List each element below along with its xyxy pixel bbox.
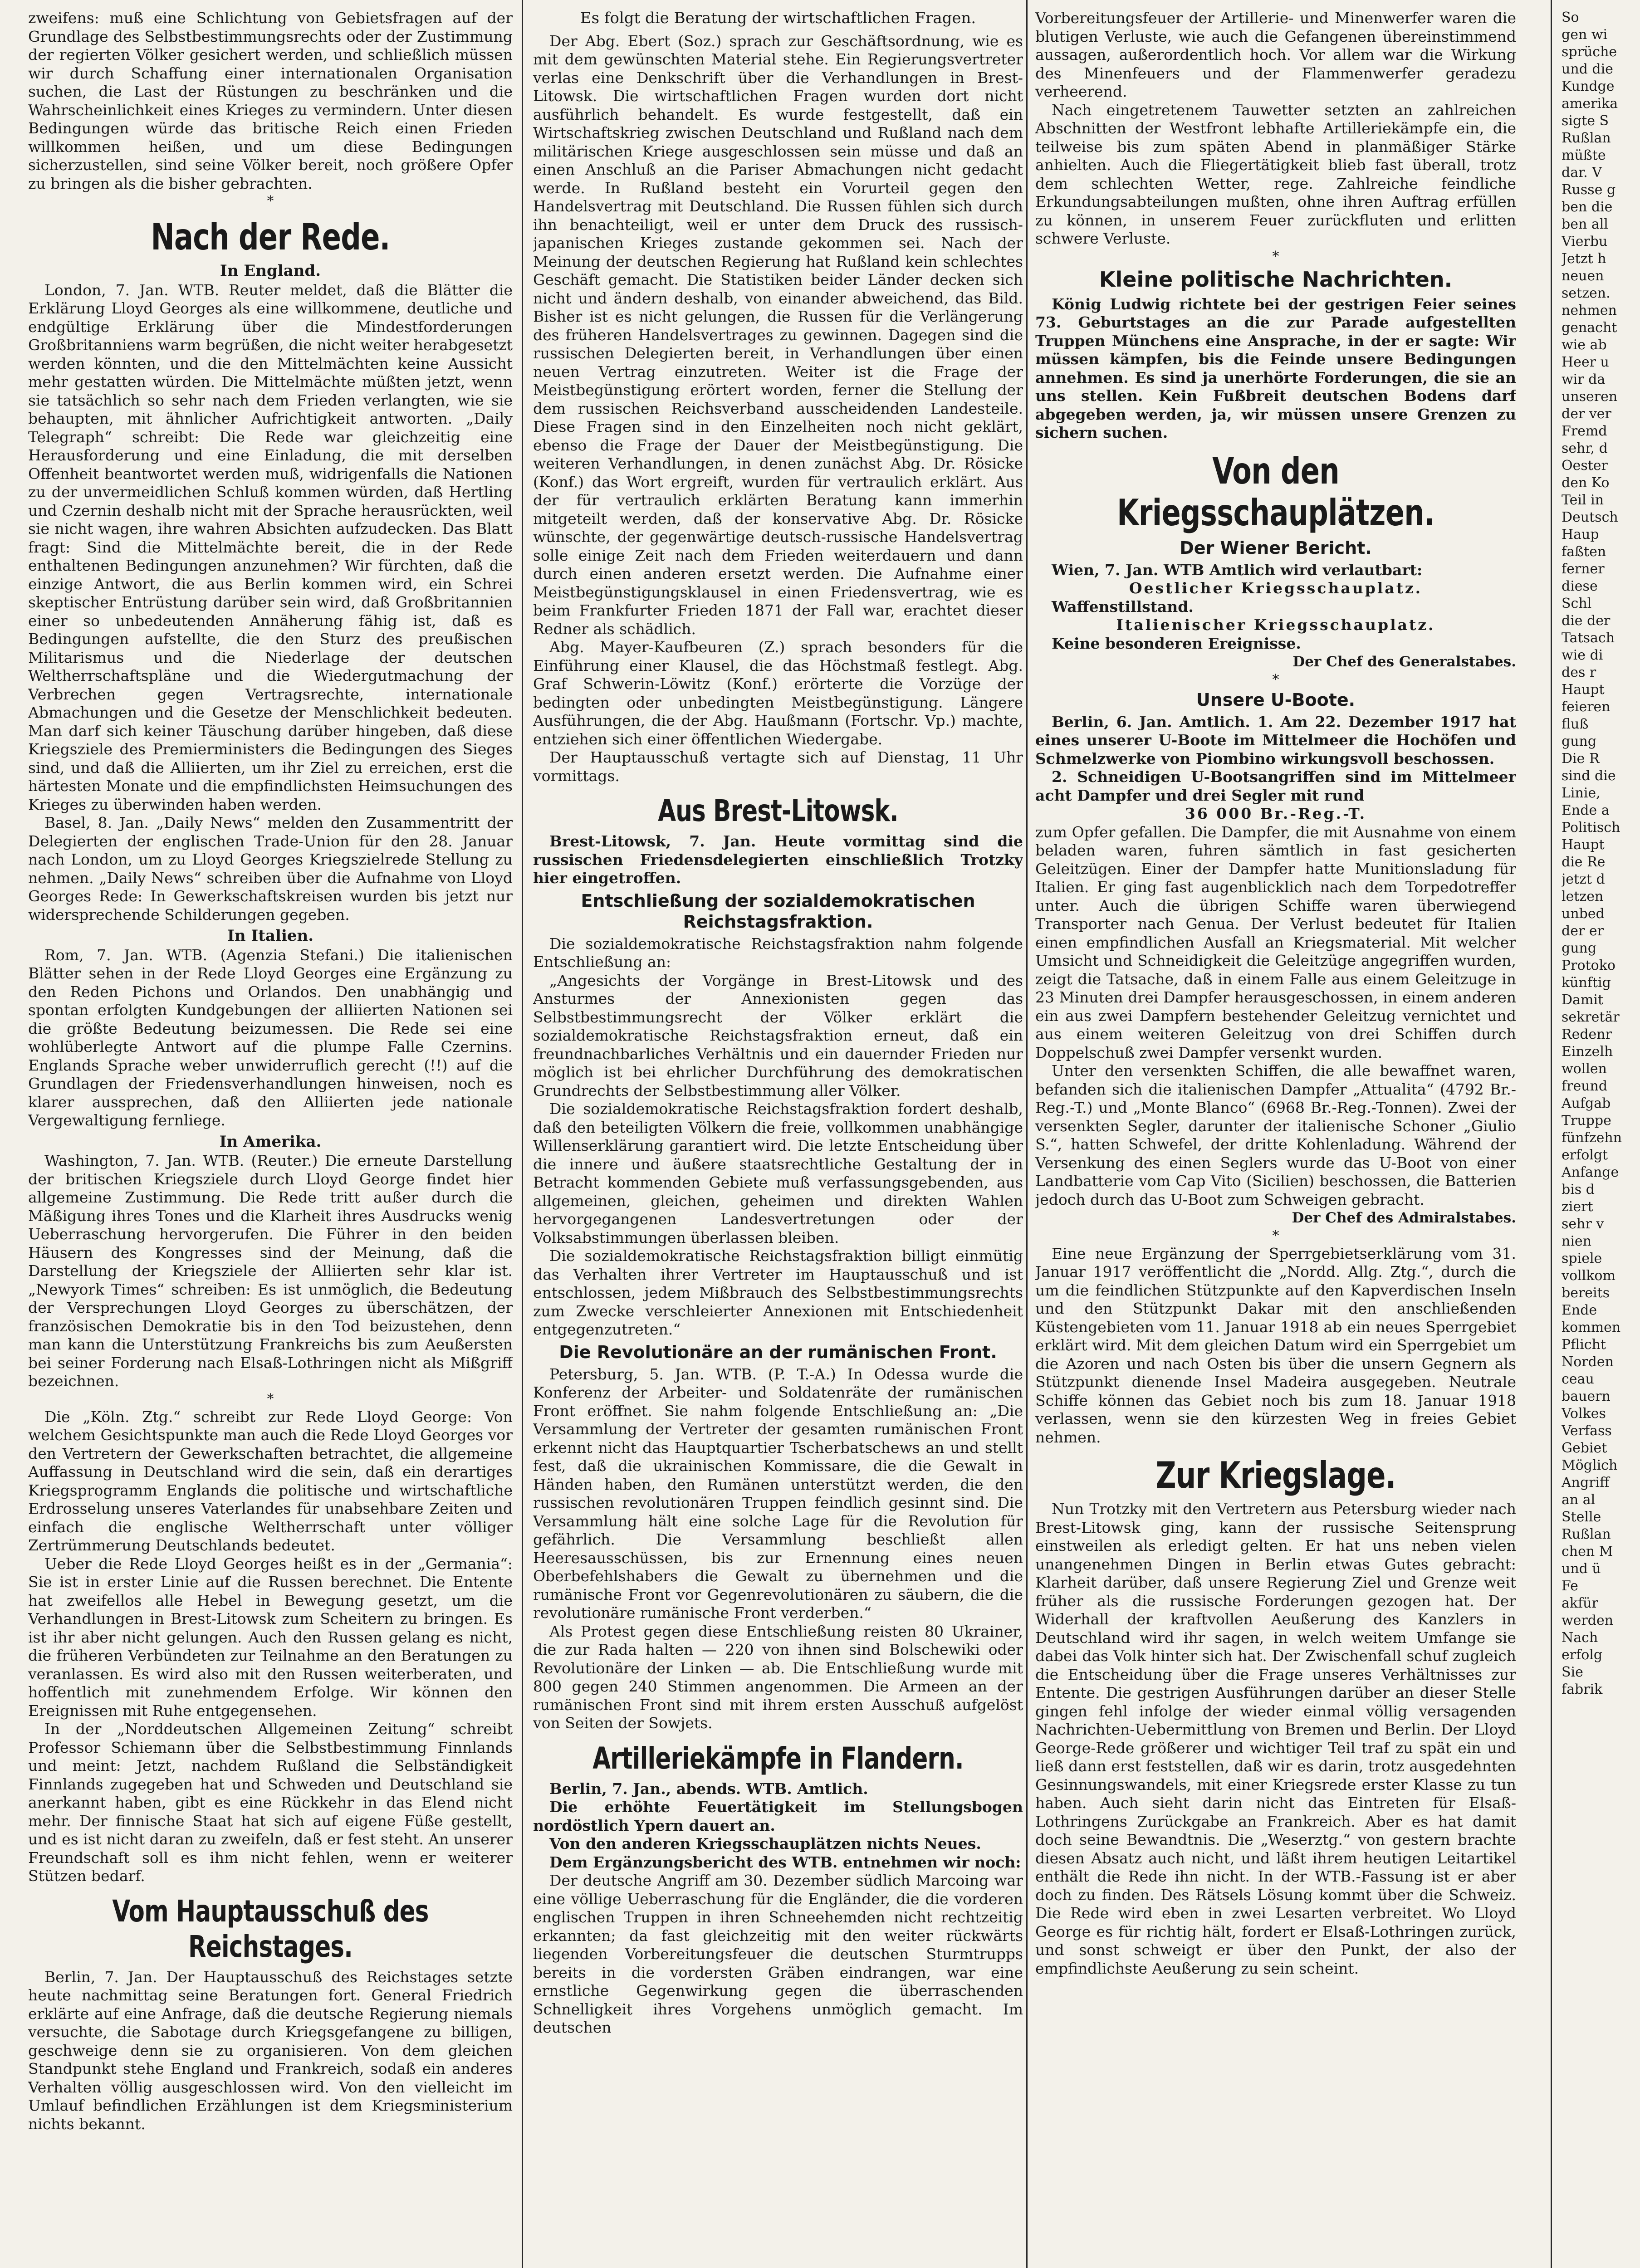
column-4-line: chen M bbox=[1562, 1544, 1613, 1559]
subheadline-wiener-bericht: Der Wiener Bericht. bbox=[1180, 538, 1372, 558]
subheadline-entschliessung: Entschließung der sozialdemokratischen Reichstagsfraktion. bbox=[581, 890, 975, 932]
column-2 bbox=[533, 9, 1023, 2268]
column-4-line: Gebiet bbox=[1562, 1440, 1607, 1456]
column-4-line: den Ko bbox=[1562, 475, 1610, 491]
column-4-line: ben die bbox=[1562, 199, 1613, 215]
article-paragraph: Oestlicher Kriegsschauplatz. bbox=[1129, 579, 1423, 597]
article-paragraph: Die sozialdemokratische Reichstagsfraktion nahm folgende Entschließung an: bbox=[533, 934, 1023, 971]
column-4-line: ziert bbox=[1562, 1199, 1593, 1215]
article-paragraph: Die sozialdemokratische Reichstagsfraktion billigt einmütig das Verhalten ihrer Vertreter im Hauptausschuß und ist entschlossen, jedem Mißbrauch des Selbstbestimmungsrechts zum Zwecke verschleierter Annexionen mit Entschiedenheit entgegenzutreten.“ bbox=[533, 1247, 1023, 1338]
headline-kleine-nachrichten: Kleine politische Nachrichten. bbox=[1099, 267, 1453, 292]
column-4-line: der ver bbox=[1562, 406, 1611, 422]
column-4-line: Rußlan bbox=[1562, 130, 1611, 146]
separator-star: * bbox=[267, 1391, 274, 1407]
article-paragraph: Rom, 7. Jan. WTB. (Agenzia Stefani.) Die italienischen Blätter sehen in der Rede Lloyd Georges eine Ergänzung zu den Reden Pichons und Orlandos. Den unabhängig und spontan erfolgten Kundgebungen der alliierten Nationen sei die größte Bedeutung beizumessen. Die Rede sei eine wohlüberlegte Antwort auf die plumpe Falle Czernins. Englands Sprache weber unwiderruflich gerecht (!!) auf die Grundlagen der Friedensverhandlungen hinweisen, noch es klarer aussprechen, daß den Alliierten jede nationale Vergewaltigung fernliege. bbox=[28, 946, 513, 1129]
column-4-line: Politisch bbox=[1562, 820, 1620, 836]
column-4-line: ben all bbox=[1562, 216, 1608, 232]
article-paragraph: zweifens: muß eine Schlichtung von Gebietsfragen auf der Grundlage des Selbstbestimmungsrechts oder der Zustimmung der regierten Völker gesichert werden, und schließlich müssen wir durch Schaffung einer internationalen Organisation suchen, die Last der Rüstungen zu beschränken und die Wahrscheinlichkeit eines Krieges zu vermindern. Unter diesen Bedingungen würde das britische Reich einen Frieden willkommen heißen, und um diese Bedingungen sicherzustellen, sind seine Völker bereit, noch größere Opfer zu bringen als die bisher gebrachten. bbox=[28, 9, 513, 192]
column-4-line: erfolgt bbox=[1562, 1147, 1608, 1163]
column-4-line: bauern bbox=[1562, 1388, 1611, 1404]
column-4-line: Anfange bbox=[1562, 1164, 1619, 1180]
column-4-line: Tatsach bbox=[1562, 630, 1615, 646]
column-4-line: Redenr bbox=[1562, 1026, 1612, 1042]
column-4-line: fabrik bbox=[1562, 1681, 1603, 1697]
column-4-line: wir da bbox=[1562, 371, 1606, 387]
column-rule bbox=[1551, 0, 1552, 2268]
column-4-line: Ende bbox=[1562, 1302, 1597, 1318]
column-4-line: Sie bbox=[1562, 1664, 1583, 1680]
column-4-line: die Re bbox=[1562, 854, 1606, 870]
column-4-cropped bbox=[1562, 9, 1640, 2268]
separator-star: * bbox=[1272, 1227, 1279, 1244]
column-4-line: setzen. bbox=[1562, 285, 1611, 301]
column-4-line: sehr v bbox=[1562, 1216, 1604, 1232]
column-4-line: Stelle bbox=[1562, 1509, 1601, 1525]
article-paragraph: „Angesichts der Vorgänge in Brest-Litowsk und des Ansturmes der Annexionisten gegen das Selbstbestimmungsrecht der Völker erklärt die sozialdemokratische Reichstagsfraktion erneut, daß ein freundnachbarliches Verhältnis und ein dauernder Frieden nur möglich ist bei ehrlicher Durchführung des demokratischen Grundrechts der Selbstbestimmung aller Völker. bbox=[533, 971, 1023, 1100]
column-4-line: Protoko bbox=[1562, 958, 1616, 973]
column-4-line: Russe g bbox=[1562, 182, 1616, 198]
column-4-line: wie di bbox=[1562, 647, 1603, 663]
subheadline-revolutionaere: Die Revolutionäre an der rumänischen Front. bbox=[559, 1342, 997, 1362]
column-4-line: Norden bbox=[1562, 1354, 1614, 1370]
column-4-line: fluß bbox=[1562, 716, 1589, 732]
column-4-line: gung bbox=[1562, 733, 1597, 749]
article-paragraph: Berlin, 7. Jan., abends. WTB. Amtlich. bbox=[549, 1779, 868, 1798]
separator-star: * bbox=[1272, 248, 1279, 264]
column-4-line: freund bbox=[1562, 1078, 1608, 1094]
article-paragraph: Als Protest gegen diese Entschließung reisten 80 Ukrainer, die zur Rada halten — 220 von ihnen sind Bolschewiki oder Revolutionäre der Linken — ab. Die Entschließung wurde mit 800 gegen 240 Stimmen angenommen. Die Armeen an der rumänischen Front sind mit ihrem ersten Ausschuß aufgelöst von Seiten der Sowjets. bbox=[533, 1622, 1023, 1732]
section-place: In England. bbox=[220, 262, 321, 280]
article-paragraph: Nun Trotzky mit den Vertretern aus Petersburg wieder nach Brest-Litowsk ging, kann der russische Seitensprung einstweilen als erledigt gelten. Er hat uns neben vielen unangenehmen Dingen in Berlin etwas Gutes gebracht: Klarheit darüber, daß unsere Regierung Ziel und Grenze weit früher als die russische Forderungen gezogen hat. Der Widerhall der kraftvollen Aeußerung des Kanzlers in Deutschland wird ihr sagen, in welch weitem Umfange sie dabei das Volk hinter sich hat. Der Zwischenfall schuf zugleich die Entscheidung über die Frage unseres Verhältnisses zur Entente. Die gestrigen Ausführungen darüber an dieser Stelle gingen fehl infolge der wieder einmal völlig versagenden Nachrichten-Uebermittlung von Bremen und Berlin. Der Lloyd George-Rede größerer und wichtiger Teil traf zu spät ein und ließ dann erst feststellen, daß wir es darin, trotz ausgedehnten Gesinnungswandels, mit einer Kriegsrede erster Klasse zu tun haben. Auch sieht darin nicht das Eintreten für Elsaß-Lothringens Zurückgabe an Frankreich. Aber es hat damit doch seine Bewandtnis. Die „Weserztg.“ von gestern brachte diesen Absatz auch nicht, und läßt ihrem heutigen Leitartikel enthält die Rede ihn nicht. In der WTB.-Fassung ist er aber doch zu finden. Des Rätsels Lösung kommt über die Schweiz. Die Rede wird eben in zwei Lesarten verbreitet. Wo Lloyd George es für richtig hält, fordert er Elsaß-Lothringen zurück, und sonst schweigt er über den Punkt, der also der empfindlichste Aeußerung zu sein scheint. bbox=[1035, 1500, 1516, 1977]
column-4-line: akfür bbox=[1562, 1595, 1598, 1611]
headline-brest-litowsk: Aus Brest-Litowsk. bbox=[658, 793, 898, 828]
column-rule bbox=[1026, 0, 1028, 2268]
column-4-line: des r bbox=[1562, 665, 1596, 680]
article-paragraph: London, 7. Jan. WTB. Reuter meldet, daß die Blätter die Erklärung Lloyd Georges als eine willkommene, deutliche und endgültige Erklärung über die Mindestforderungen Großbritanniens warm begrüßen, die nicht weiter herabgesetzt werden könnten, und die den Mittelmächten keine Aussicht mehr gestatten würden. Die Mittelmächte müßten jetzt, wenn sie tatsächlich so sehr nach dem Frieden verlangten, wie sie behaupten, mit ähnlicher Aufrichtigkeit antworten. „Daily Telegraph“ schreibt: Die Rede war gleichzeitig eine Herausforderung und eine Einladung, die mit derselben Offenheit beantwortet werden muß, widrigenfalls die Nationen zu der unvermeidlichen Schluß kommen würden, daß Hertling und Czernin deshalb nicht mit der Sprache herausrückten, weil sie nicht wagen, ihre wahren Absichten aufzudecken. Das Blatt fragt: Sind die Mittelmächte bereit, die in der Rede enthaltenen Bedingungen anzunehmen? Wir fürchten, daß die einzige Antwort, die aus Berlin kommen wird, ein Schrei skeptischer Entrüstung darüber sein wird, daß Großbritannien einer so unbedeutenden Annäherung fähig ist, daß es Bedingungen aufstellte, die den Sturz des preußischen Militarismus und die Niederlage der deutschen Weltherrschaftspläne und die Wiedergutmachung der Verbrechen gegen Vertragsrechte, internationale Abmachungen und die Gesetze der Menschlichkeit bedeuten. Man darf sich keiner Täuschung darüber hingeben, daß diese Kriegsziele des Premierministers die Bedingungen des Sieges sind, und daß die Alliierten, um ihr Ziel zu erreichen, erst die härtesten Monate und die empfindlichsten Heimsuchungen des Krieges zu überwinden haben werden. bbox=[28, 281, 513, 813]
column-4-line: amerika bbox=[1562, 96, 1618, 112]
headline-kriegsschauplaetze: Von den Kriegsschauplätzen. bbox=[1117, 450, 1434, 534]
signature-generalstab: Der Chef des Generalstabes. bbox=[1292, 654, 1516, 670]
headline-hauptausschuss: Vom Hauptausschuß des Reichstages. bbox=[112, 1893, 429, 1964]
article-paragraph: Wien, 7. Jan. WTB Amtlich wird verlautbart: bbox=[1052, 561, 1423, 579]
column-3 bbox=[1035, 9, 1516, 2268]
article-paragraph: Unter den versenkten Schiffen, die alle bewaffnet waren, befanden sich die italienischen Dampfer „Attualita“ (4792 Br.-Reg.-T.) und „Monte Blanco“ (6968 Br.-Reg.-Tonnen). Zwei der versenkten Segler, darunter der italienische Schoner „Giulio S.“, hatten Schwefel, der dritte Kohlenladung. Während der Versenkung des einen Seglers wurde das U-Boot von einer Landbatterie vom Cap Vito (Sicilien) beschossen, die Batterien jedoch durch das U-Boot zum Schweigen gebracht. bbox=[1035, 1062, 1516, 1208]
column-4-line: Angriff bbox=[1562, 1475, 1610, 1491]
article-paragraph: Die „Köln. Ztg.“ schreibt zur Rede Lloyd George: Von welchem Gesichtspunkte man auch die Rede Lloyd Georges vor den Vertretern der Gewerkschaften betrachtet, die allgemeine Auffassung in Deutschland wird die sein, daß ein derartiges Kriegsprogramm Englands die politische und wirtschaftliche Erdrosselung unseres Vaterlandes für unabsehbare Zeiten und einfach die englische Weltherrschaft unter völliger Zertrümmerung Deutschlands bedeutet. bbox=[28, 1408, 513, 1554]
column-4-line: feieren bbox=[1562, 699, 1611, 715]
column-4-line: Haupt bbox=[1562, 837, 1605, 853]
article-paragraph: Berlin, 7. Jan. Der Hauptausschuß des Reichstages setzte heute nachmittag seine Beratungen fort. General Friedrich erklärte auf eine Anfrage, daß die deutsche Regierung niemals versuchte, die Sabotage durch Kriegsgefangene zu billigen, geschweige denn sie zu organisieren. Von dem gleichen Standpunkt stehe England und Frankreich, sodaß ein anderes Verhalten völlig ausgeschlossen wird. Von den vielleicht im Umlauf befindlichen Erzählungen ist dem Kriegsministerium nichts bekannt. bbox=[28, 1968, 513, 2133]
article-paragraph: Berlin, 6. Jan. Amtlich. 1. Am 22. Dezember 1917 hat eines unserer U-Boote im Mittelmeer die Hochöfen und Schmelzwerke von Piombino wirkungsvoll beschossen. bbox=[1035, 713, 1516, 767]
column-4-line: und ü bbox=[1562, 1561, 1601, 1577]
column-4-line: Vierbu bbox=[1562, 234, 1608, 249]
column-4-line: Teil in bbox=[1562, 492, 1604, 508]
column-4-line: und die bbox=[1562, 61, 1613, 77]
article-paragraph: Vorbereitungsfeuer der Artillerie- und Minenwerfer waren die blutigen Verluste, wie auch die Gefangenen übereinstimmend aussagen, außerordentlich hoch. Vor allem war die Wirkung des Minenfeuers und der Flammenwerfer geradezu verheerend. bbox=[1035, 9, 1516, 100]
column-4-line: Verfass bbox=[1562, 1423, 1612, 1439]
column-rule bbox=[522, 0, 523, 2268]
article-paragraph: Ueber die Rede Lloyd Georges heißt es in der „Germania“: Sie ist in erster Linie auf die Russen berechnet. Die Entente hat zweifellos alle Hebel in Bewegung gesetzt, um die Verhandlungen in Brest-Litowsk zum Scheitern zu bringen. Es ist ihr aber nicht gelungen. Auch den Russen gelang es nicht, die früheren Verbündeten zur Teilnahme an den Beratungen zu veranlassen. Es wird also mit den Russen weiterberaten, und hoffentlich mit zunehmendem Erfolge. Wir können den Ereignissen mit Ruhe entgegensehen. bbox=[28, 1554, 513, 1720]
column-4-line: erfolg bbox=[1562, 1647, 1603, 1663]
column-4-line: Linie, bbox=[1562, 785, 1601, 801]
headline-zur-kriegslage: Zur Kriegslage. bbox=[1155, 1454, 1396, 1496]
column-4-line: an al bbox=[1562, 1492, 1596, 1508]
column-4-line: Fe bbox=[1562, 1578, 1578, 1594]
column-4-line: Aufgab bbox=[1562, 1095, 1611, 1111]
column-4-line: Heer u bbox=[1562, 354, 1609, 370]
column-4-line: nehmen bbox=[1562, 303, 1617, 318]
column-4-line: Jetzt h bbox=[1562, 251, 1606, 267]
column-4-line: künftig bbox=[1562, 975, 1611, 991]
column-4-line: Schl bbox=[1562, 596, 1592, 611]
column-4-line: neuen bbox=[1562, 268, 1604, 284]
separator-star: * bbox=[267, 193, 274, 209]
article-paragraph: Eine neue Ergänzung der Sperrgebietserklärung vom 31. Januar 1917 veröffentlicht die „Nordd. Allg. Ztg.“, durch die um die feindlichen Stützpunkte auf den Kapverdischen Inseln und den Stützpunkt Dakar mit den anschließenden Küstengebieten vom 11. Januar 1918 ab ein neues Sperrgebiet erklärt wird. Mit dem gleichen Datum wird ein Sperrgebiet um die Azoren und nach Osten bis über die unsern Gegnern als Stützpunkt dienende Insel Madeira ausgegeben. Neutrale Schiffe können das Gebiet noch bis zum 18. Januar 1918 verlassen, wenn sie den kürzesten Weg in freies Gebiet nehmen. bbox=[1035, 1244, 1516, 1446]
article-paragraph: 36 000 Br.-Reg.-T. bbox=[1185, 805, 1367, 822]
column-4-line: Haup bbox=[1562, 527, 1599, 543]
column-4-line: jetzt d bbox=[1562, 871, 1605, 887]
column-4-line: sekretär bbox=[1562, 1009, 1620, 1025]
article-paragraph: Petersburg, 5. Jan. WTB. (P. T.-A.) In Odessa wurde die Konferenz der Arbeiter- und Soldatenräte der rumänischen Front eröffnet. Sie nahm folgende Entschließung an: „Die Versammlung der Vertreter der gesamten rumänischen Front erkennt nicht das Hauptquartier Tscherbatschews an und stellt fest, daß die ukrainischen Kommissare, die die Gewalt in Händen haben, den Rumänen unterstützt werden, die den russischen revolutionären Truppen feindlich gesinnt sind. Die Versammlung hält eine solche Lage für die Revolution für gefährlich. Die Versammlung beschließt allen Heeresausschüssen, bis zur Ernennung eines neuen Oberbefehlshabers die Gewalt zu übernehmen und die rumänische Front vor Gegenrevolutionären zu säubern, die die revolutionäre rumänische Front verderben.“ bbox=[533, 1365, 1023, 1622]
column-1 bbox=[28, 9, 513, 2268]
article-paragraph: Der Abg. Ebert (Soz.) sprach zur Geschäftsordnung, wie es mit dem gewünschten Material stehe. Ein Regierungsvertreter verlas eine Denkschrift über die Verhandlungen in Brest-Litowsk. Die wirtschaftlichen Fragen wurden dort nicht ausführlich behandelt. Es wurde festgestellt, daß ein Wirtschaftskrieg zwischen Deutschland und Rußland nach dem militärischen Kriege ausgeschlossen sein müsse und daß an einen Anschluß an die Pariser Abmachungen nicht gedacht werde. In Rußland besteht ein Vorurteil gegen den Handelsvertrag mit Deutschland. Die Russen fühlen sich durch ihn benachteiligt, weil er unter dem Druck des russisch-japanischen Krieges zustande gekommen sei. Nach der Meinung der deutschen Regierung hat Rußland kein schlechtes Geschäft gemacht. Die Statistiken beider Länder decken sich nicht und ändern deshalb, von einander abweichend, das Bild. Bisher ist es nicht gelungen, die Russen für die Verlängerung des früheren Handelsvertrages zu gewinnen. Dagegen sind die russischen Delegierten bereit, in Verhandlungen über einen neuen Vertrag einzutreten. Weiter ist die Frage der Meistbegünstigung erörtert worden, ferner die Stellung der dem russischen Reichsverband ausscheidenden Landesteile. Diese Fragen sind in den Einzelheiten noch nicht geklärt, ebenso die Frage der Dauer der Meistbegünstigung. Die weiteren Verhandlungen, in denen zunächst Abg. Dr. Rösicke (Konf.) das Wort ergreift, wurden für vertraulich erklärt. Aus der für vertraulich erklärten Beratung kann immerhin mitgeteilt werden, daß der konservative Abg. Dr. Rösicke wünschte, der gegenwärtige deutsch-russische Handelsvertrag solle einige Zeit nach dem Frieden weiterdauern und dann durch einen anderen ersetzt werden. Die Aufnahme einer Meistbegünstigungsklausel in einen Friedensvertrag, wie es beim Frankfurter Frieden 1871 der Fall war, erachtet dieser Redner als schädlich. bbox=[533, 32, 1023, 638]
article-paragraph: Von den anderen Kriegsschauplätzen nichts Neues. bbox=[549, 1835, 981, 1853]
column-4-line: ferner bbox=[1562, 561, 1605, 577]
column-4-line: diese bbox=[1562, 578, 1598, 594]
column-4-line: Volkes bbox=[1562, 1406, 1606, 1422]
column-4-line: dar. V bbox=[1562, 165, 1602, 181]
article-paragraph: Washington, 7. Jan. WTB. (Reuter.) Die erneute Darstellung der britischen Kriegsziele durch Lloyd George findet hier allgemeine Zustimmung. Die Rede tritt außer durch die Mäßigung ihres Tones und die Klarheit ihres Ausdrucks wenig Ueberraschung hervorgerufen. Die Führer in den beiden Häusern des Kongresses sind der Meinung, daß die Darstellung der Kriegsziele der Alliierten sehr klar ist. „Newyork Times“ schreiben: Es ist unmöglich, die Bedeutung der Versprechungen Lloyd Georges zu überschätzen, der französischen Demokratie bis in den Tod beizustehen, denn man kann die Unterstützung Frankreichs bis zum Aeußersten bei seiner Forderung nach Elsaß-Lothringen nicht als Mißgriff bezeichnen. bbox=[28, 1152, 513, 1390]
article-paragraph: Waffenstillstand. bbox=[1052, 597, 1194, 616]
column-4-line: Die R bbox=[1562, 751, 1600, 767]
article-paragraph: Dem Ergänzungsbericht des WTB. entnehmen wir noch: bbox=[549, 1853, 1021, 1871]
column-4-line: gen wi bbox=[1562, 27, 1608, 43]
column-4-line: gung bbox=[1562, 940, 1597, 956]
article-paragraph: König Ludwig richtete bei der gestrigen Feier seines 73. Geburtstages an die zur Parade aufgestellten Truppen Münchens eine Ansprache, in der er sagte: Wir müssen kämpfen, bis die Feinde unsere Bedingungen annehmen. Es sind ja unerhörte Forderungen, die sie an uns stellen. Kein Fußbreit deutschen Bodens darf abgegeben werden, ja, wir müssen unsere Grenzen zu sichern suchen. bbox=[1035, 295, 1516, 441]
column-4-line: Kundge bbox=[1562, 78, 1615, 94]
column-4-line: nien bbox=[1562, 1233, 1591, 1249]
column-4-line: Nach bbox=[1562, 1630, 1598, 1646]
column-4-line: sind die bbox=[1562, 768, 1616, 784]
column-4-line: werden bbox=[1562, 1613, 1614, 1628]
article-paragraph: zum Opfer gefallen. Die Dampfer, die mit Ausnahme von einem beladen waren, fuhren sämtlich in fast gesicherten Geleitzügen. Einer der Dampfer hatte Munitionsladung für Italien. Er ging fast augenblicklich nach dem Torpedotreffer unter. Auch die übrigen Schiffe waren überwiegend Transporter nach Genua. Der Verlust bedeutet für Italien einen empfindlichen Ausfall an Kriegsmaterial. Mit welcher Umsicht und Schneidigkeit die Geleitzüge angegriffen wurden, zeigt die Tatsache, daß in einem Falle aus einem Geleitzuge in 23 Minuten drei Dampfer herausgeschossen, in einem anderen ein aus zwei Dampfern bestehender Geleitzug vernichtet und aus einem weiteren Geleitzug von drei Schiffen durch Doppelschuß zwei Dampfer versenkt wurden. bbox=[1035, 823, 1516, 1061]
column-4-line: sigte S bbox=[1562, 113, 1609, 129]
column-4-line: unbed bbox=[1562, 906, 1605, 922]
column-4-line: der er bbox=[1562, 923, 1604, 939]
column-4-line: müßte bbox=[1562, 147, 1606, 163]
article-paragraph: Der deutsche Angriff am 30. Dezember südlich Marcoing war eine völlige Ueberraschung für die Engländer, die die vorderen englischen Truppen in ihren Schneehemden nicht rechtzeitig erkannten; da fast gleichzeitig mit den weiter rückwärts liegenden Vorbereitungsfeuer die deutschen Sturmtrupps bereits in die vordersten Gräben eindrangen, war eine ernstliche Gegenwirkung gegen die überraschenden Schnelligkeit ihres Vorgehens unmöglich gemacht. Im deutschen bbox=[533, 1872, 1023, 2036]
column-4-line: Haupt bbox=[1562, 682, 1605, 698]
signature-admiralstab: Der Chef des Admiralstabes. bbox=[1292, 1210, 1516, 1226]
article-paragraph: Der Hauptausschuß vertagte sich auf Dienstag, 11 Uhr vormittags. bbox=[533, 748, 1023, 785]
article-paragraph: Nach eingetretenem Tauwetter setzten an zahlreichen Abschnitten der Westfront lebhafte Artilleriekämpfe ein, die teilweise bis zum späten Abend in planmäßiger Stärke anhielten. Auch die Fliegertätigkeit blieb fast überall, trotz dem schlechten Wetter, rege. Zahlreiche feindliche Erkundungsabteilungen mußten, ohne ihren Auftrag erfüllen zu können, in unserem Feuer zurückfluten und erlitten schwere Verluste. bbox=[1035, 101, 1516, 247]
column-4-line: Pflicht bbox=[1562, 1337, 1606, 1353]
column-4-line: Deutsch bbox=[1562, 509, 1618, 525]
column-4-line: Einzelh bbox=[1562, 1044, 1613, 1060]
column-4-line: vollkom bbox=[1562, 1268, 1616, 1284]
column-4-line: Oester bbox=[1562, 458, 1608, 474]
headline-artilleriekaempfe: Artilleriekämpfe in Flandern. bbox=[592, 1740, 964, 1776]
column-4-line: wie ab bbox=[1562, 337, 1607, 353]
section-place: In Italien. bbox=[227, 927, 314, 945]
column-4-line: sehr, d bbox=[1562, 440, 1608, 456]
column-4-line: genacht bbox=[1562, 320, 1617, 336]
column-4-line: Rußlan bbox=[1562, 1526, 1611, 1542]
column-4-line: bereits bbox=[1562, 1285, 1610, 1301]
column-4-line: wollen bbox=[1562, 1061, 1607, 1077]
column-4-line: unseren bbox=[1562, 389, 1618, 405]
column-4-line: sprüche bbox=[1562, 44, 1617, 60]
column-4-line: Ende a bbox=[1562, 802, 1610, 818]
column-4-line: faßten bbox=[1562, 544, 1606, 560]
section-place: In Amerika. bbox=[219, 1132, 322, 1151]
column-4-line: Fremd bbox=[1562, 423, 1607, 439]
separator-star: * bbox=[1272, 671, 1279, 688]
article-paragraph: Abg. Mayer-Kaufbeuren (Z.) sprach besonders für die Einführung einer Klausel, die das Höchstmaß festlegt. Abg. Graf Schwerin-Löwitz (Konf.) erörterte die Vorzüge der bedingten oder unbedingten Meistbegünstigung. Längere Ausführungen, die der Abg. Haußmann (Fortschr. Vp.) machte, entziehen sich einer öffentlichen Wiedergabe. bbox=[533, 638, 1023, 748]
column-4-line: letzen bbox=[1562, 889, 1604, 904]
column-4-line: Damit bbox=[1562, 992, 1604, 1008]
column-4-line: Möglich bbox=[1562, 1457, 1618, 1473]
article-paragraph: Keine besonderen Ereignisse. bbox=[1052, 634, 1301, 652]
article-paragraph: Die sozialdemokratische Reichstagsfraktion fordert deshalb, daß den beteiligten Völkern die freie, vollkommen unabhängige Willenserklärung garantiert wird. Die letzte Entscheidung über die innere und äußere staatsrechtliche Gestaltung der in Betracht kommenden Gebiete muß verfassungsgebenden, aus allgemeinen, gleichen, geheimen und direkten Wahlen hervorgegangenen Landesvertretungen oder der Volksabstimmungen überlassen bleiben. bbox=[533, 1100, 1023, 1246]
column-4-line: Truppe bbox=[1562, 1113, 1611, 1129]
article-paragraph: Italienischer Kriegsschauplatz. bbox=[1116, 616, 1435, 634]
column-4-line: kommen bbox=[1562, 1320, 1621, 1335]
article-paragraph: Basel, 8. Jan. „Daily News“ melden den Zusammentritt der Delegierten der englischen Trade-Union für den 28. Januar nach London, um zu Lloyd Georges Kriegszielrede Stellung zu nehmen. „Daily News“ schreiben über die Aufnahme von Lloyd Georges Rede: In Gewerkschaftskreisen wurden bis jetzt nur widersprechende Schilderungen gegeben. bbox=[28, 814, 513, 924]
article-paragraph: In der „Norddeutschen Allgemeinen Zeitung“ schreibt Professor Schiemann über die Selbstbestimmung Finnlands und meint: Jetzt, nachdem Rußland die Selbständigkeit Finnlands zugegeben hat und Schweden und Deutschland sie anerkannt haben, gibt es eine Rückkehr in das Elend nicht mehr. Der finnische Staat hat sich auf eigene Füße gestellt, und es ist nicht daran zu zweifeln, daß er fest steht. An unserer Freundschaft soll es ihm nicht fehlen, wenn er weiterer Stützen bedarf. bbox=[28, 1720, 513, 1885]
top-line: Es folgt die Beratung der wirtschaftlichen Fragen. bbox=[580, 9, 976, 27]
column-4-line: die der bbox=[1562, 613, 1611, 629]
article-paragraph: Brest-Litowsk, 7. Jan. Heute vormittag sind die russischen Friedensdelegierten einschließlich Trotzky hier eingetroffen. bbox=[533, 832, 1023, 887]
column-4-line: bis d bbox=[1562, 1182, 1595, 1198]
column-4-line: fünfzehn bbox=[1562, 1130, 1622, 1146]
article-paragraph: Die erhöhte Feuertätigkeit im Stellungsbogen nordöstlich Ypern dauert an. bbox=[533, 1798, 1023, 1834]
column-4-line: So bbox=[1562, 10, 1579, 25]
headline-nach-der-rede: Nach der Rede. bbox=[151, 216, 390, 258]
column-4-line: spiele bbox=[1562, 1251, 1602, 1266]
article-paragraph: 2. Schneidigen U-Bootsangriffen sind im Mittelmeer acht Dampfer und drei Segler mit rund bbox=[1035, 768, 1516, 804]
subheadline-u-boote: Unsere U-Boote. bbox=[1196, 689, 1356, 710]
column-4-line: ceau bbox=[1562, 1371, 1594, 1387]
